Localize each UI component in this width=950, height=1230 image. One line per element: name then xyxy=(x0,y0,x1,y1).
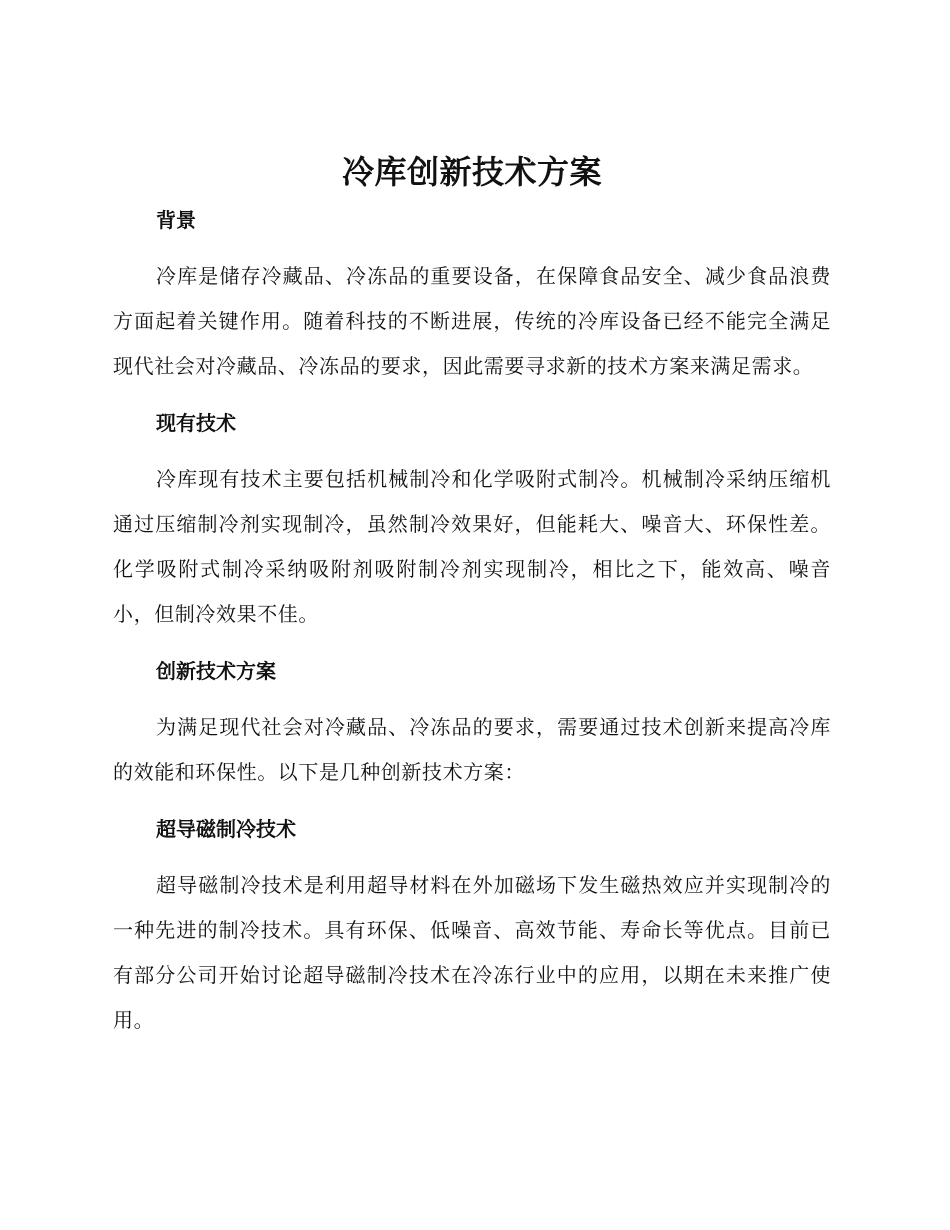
document-body xyxy=(113,150,831,1043)
section-superconducting-magnetic-refrigeration xyxy=(113,815,831,1043)
section-paragraph: 超导磁制冷技术是利用超导材料在外加磁场下发生磁热效应并实现制冷的一种先进的制冷技术。具有环保、低噪音、高效节能、寿命长等优点。目前已有部分公司开始讨论超导磁制冷技术在冷冻行业中的应用，以期在未来推广使用。 xyxy=(113,873,831,1032)
section-heading: 背景 xyxy=(156,208,196,232)
section-paragraph: 冷库是储存冷藏品、冷冻品的重要设备，在保障食品安全、减少食品浪费方面起着关键作用。随着科技的不断进展，传统的冷库设备已经不能完全满足现代社会对冷藏品、冷冻品的要求，因此需要寻求新的技术方案来满足需求。 xyxy=(113,264,831,378)
document-title: 冷库创新技术方案 xyxy=(341,153,602,191)
section-paragraph: 为满足现代社会对冷藏品、冷冻品的要求，需要通过技术创新来提高冷库的效能和环保性。以下是几种创新技术方案： xyxy=(113,715,831,784)
section-background xyxy=(113,206,831,389)
section-heading: 现有技术 xyxy=(156,411,236,435)
section-innovative-solutions xyxy=(113,657,831,795)
section-heading: 超导磁制冷技术 xyxy=(156,817,296,841)
section-existing-technology xyxy=(113,409,831,637)
section-paragraph: 冷库现有技术主要包括机械制冷和化学吸附式制冷。机械制冷采纳压缩机通过压缩制冷剂实现制冷，虽然制冷效果好，但能耗大、噪音大、环保性差。化学吸附式制冷采纳吸附剂吸附制冷剂实现制冷，相比之下，能效高、噪音小，但制冷效果不佳。 xyxy=(113,467,831,626)
section-heading: 创新技术方案 xyxy=(156,659,276,683)
